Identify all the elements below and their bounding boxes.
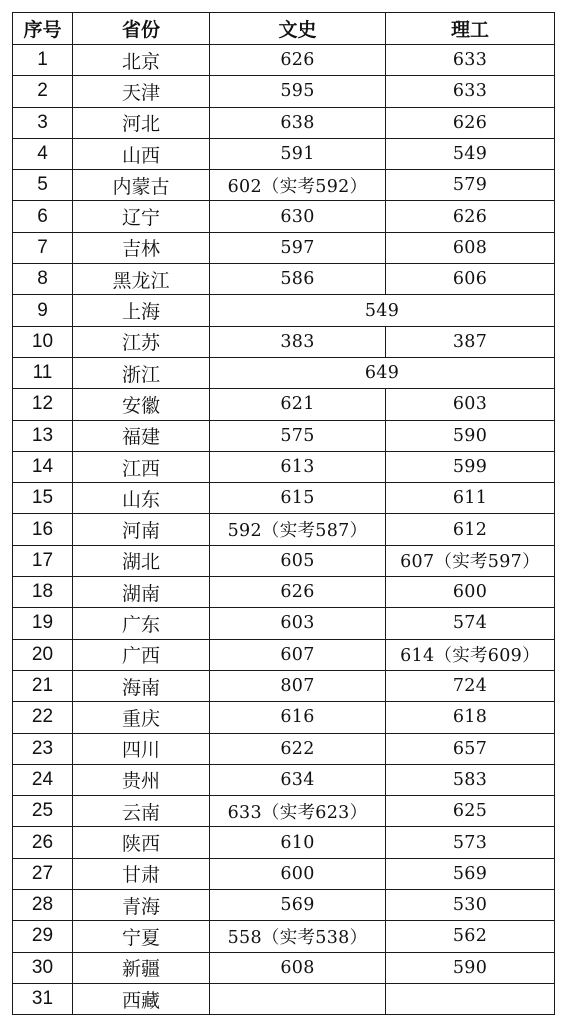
province-cell: 广西 xyxy=(73,639,210,670)
table-row xyxy=(13,107,555,138)
wenshi-score-cell: 616 xyxy=(210,702,386,733)
row-index-cell: 30 xyxy=(13,952,73,983)
province-cell: 浙江 xyxy=(73,357,210,388)
ligong-score-cell: 614（实考609） xyxy=(386,639,555,670)
ligong-score-cell: 562 xyxy=(386,921,555,952)
row-index-cell: 4 xyxy=(13,138,73,169)
row-index-cell: 24 xyxy=(13,764,73,795)
row-index-cell: 15 xyxy=(13,483,73,514)
table-row xyxy=(13,170,555,201)
table-row xyxy=(13,138,555,169)
province-cell: 辽宁 xyxy=(73,201,210,232)
wenshi-score-cell: 592（实考587） xyxy=(210,514,386,545)
ligong-score-cell: 574 xyxy=(386,608,555,639)
province-cell: 江西 xyxy=(73,451,210,482)
table-row xyxy=(13,796,555,827)
ligong-score-cell: 579 xyxy=(386,170,555,201)
wenshi-score-cell: 807 xyxy=(210,670,386,701)
table-row xyxy=(13,545,555,576)
ligong-score-cell: 618 xyxy=(386,702,555,733)
ligong-score-cell: 600 xyxy=(386,577,555,608)
wenshi-score-cell: 575 xyxy=(210,420,386,451)
province-cell: 广东 xyxy=(73,608,210,639)
table-row xyxy=(13,921,555,952)
province-cell: 山西 xyxy=(73,138,210,169)
row-index-cell: 2 xyxy=(13,76,73,107)
table-row xyxy=(13,858,555,889)
column-header-ligong: 理工 xyxy=(386,13,555,45)
row-index-cell: 29 xyxy=(13,921,73,952)
row-index-cell: 14 xyxy=(13,451,73,482)
province-cell: 青海 xyxy=(73,890,210,921)
row-index-cell: 26 xyxy=(13,827,73,858)
province-cell: 海南 xyxy=(73,670,210,701)
table-row xyxy=(13,733,555,764)
province-cell: 吉林 xyxy=(73,232,210,263)
ligong-score-cell: 606 xyxy=(386,264,555,295)
wenshi-score-cell: 597 xyxy=(210,232,386,263)
table-row xyxy=(13,514,555,545)
wenshi-score-cell: 383 xyxy=(210,326,386,357)
wenshi-score-cell: 633（实考623） xyxy=(210,796,386,827)
wenshi-score-cell: 602（实考592） xyxy=(210,170,386,201)
wenshi-score-cell: 626 xyxy=(210,577,386,608)
ligong-score-cell: 608 xyxy=(386,232,555,263)
table-row xyxy=(13,326,555,357)
table-row xyxy=(13,702,555,733)
row-index-cell: 19 xyxy=(13,608,73,639)
table-row xyxy=(13,483,555,514)
province-cell: 陕西 xyxy=(73,827,210,858)
wenshi-score-cell: 595 xyxy=(210,76,386,107)
wenshi-score-cell: 600 xyxy=(210,858,386,889)
ligong-score-cell: 530 xyxy=(386,890,555,921)
row-index-cell: 17 xyxy=(13,545,73,576)
table-row xyxy=(13,608,555,639)
table-row xyxy=(13,639,555,670)
row-index-cell: 18 xyxy=(13,577,73,608)
row-index-cell: 11 xyxy=(13,357,73,388)
wenshi-score-cell: 615 xyxy=(210,483,386,514)
wenshi-score-cell: 638 xyxy=(210,107,386,138)
province-cell: 福建 xyxy=(73,420,210,451)
row-index-cell: 28 xyxy=(13,890,73,921)
wenshi-score-cell: 634 xyxy=(210,764,386,795)
province-cell: 北京 xyxy=(73,45,210,76)
table-row xyxy=(13,983,555,1014)
wenshi-score-cell: 613 xyxy=(210,451,386,482)
province-cell: 云南 xyxy=(73,796,210,827)
table-row xyxy=(13,76,555,107)
table-row xyxy=(13,451,555,482)
table-row xyxy=(13,952,555,983)
province-cell: 宁夏 xyxy=(73,921,210,952)
ligong-score-cell: 633 xyxy=(386,45,555,76)
province-cell: 天津 xyxy=(73,76,210,107)
combined-score-cell: 549 xyxy=(210,295,555,326)
wenshi-score-cell: 630 xyxy=(210,201,386,232)
table-row xyxy=(13,577,555,608)
column-header-wenshi: 文史 xyxy=(210,13,386,45)
ligong-score-cell: 626 xyxy=(386,201,555,232)
province-cell: 上海 xyxy=(73,295,210,326)
wenshi-score-cell: 607 xyxy=(210,639,386,670)
row-index-cell: 31 xyxy=(13,983,73,1014)
ligong-score-cell: 603 xyxy=(386,389,555,420)
wenshi-score-cell: 586 xyxy=(210,264,386,295)
province-cell: 山东 xyxy=(73,483,210,514)
table-row xyxy=(13,45,555,76)
ligong-score-cell: 573 xyxy=(386,827,555,858)
wenshi-score-cell xyxy=(210,983,386,1014)
wenshi-score-cell: 603 xyxy=(210,608,386,639)
score-table-sheet xyxy=(12,12,554,1015)
province-cell: 贵州 xyxy=(73,764,210,795)
row-index-cell: 6 xyxy=(13,201,73,232)
ligong-score-cell: 611 xyxy=(386,483,555,514)
row-index-cell: 20 xyxy=(13,639,73,670)
table-row xyxy=(13,389,555,420)
ligong-score-cell: 633 xyxy=(386,76,555,107)
table-row xyxy=(13,890,555,921)
row-index-cell: 27 xyxy=(13,858,73,889)
ligong-score-cell: 569 xyxy=(386,858,555,889)
wenshi-score-cell: 622 xyxy=(210,733,386,764)
ligong-score-cell: 599 xyxy=(386,451,555,482)
wenshi-score-cell: 626 xyxy=(210,45,386,76)
ligong-score-cell: 626 xyxy=(386,107,555,138)
row-index-cell: 12 xyxy=(13,389,73,420)
province-cell: 河北 xyxy=(73,107,210,138)
table-row xyxy=(13,827,555,858)
wenshi-score-cell: 610 xyxy=(210,827,386,858)
wenshi-score-cell: 621 xyxy=(210,389,386,420)
province-cell: 江苏 xyxy=(73,326,210,357)
row-index-cell: 3 xyxy=(13,107,73,138)
wenshi-score-cell: 569 xyxy=(210,890,386,921)
ligong-score-cell: 724 xyxy=(386,670,555,701)
ligong-score-cell: 657 xyxy=(386,733,555,764)
combined-score-cell: 649 xyxy=(210,357,555,388)
ligong-score-cell: 607（实考597） xyxy=(386,545,555,576)
row-index-cell: 13 xyxy=(13,420,73,451)
ligong-score-cell: 387 xyxy=(386,326,555,357)
wenshi-score-cell: 558（实考538） xyxy=(210,921,386,952)
column-header-province: 省份 xyxy=(73,13,210,45)
header-row xyxy=(13,13,555,45)
row-index-cell: 8 xyxy=(13,264,73,295)
province-cell: 黑龙江 xyxy=(73,264,210,295)
ligong-score-cell: 590 xyxy=(386,420,555,451)
row-index-cell: 1 xyxy=(13,45,73,76)
row-index-cell: 7 xyxy=(13,232,73,263)
row-index-cell: 9 xyxy=(13,295,73,326)
ligong-score-cell: 625 xyxy=(386,796,555,827)
province-cell: 四川 xyxy=(73,733,210,764)
score-table xyxy=(12,12,555,1015)
wenshi-score-cell: 608 xyxy=(210,952,386,983)
province-cell: 河南 xyxy=(73,514,210,545)
table-row xyxy=(13,232,555,263)
province-cell: 西藏 xyxy=(73,983,210,1014)
province-cell: 内蒙古 xyxy=(73,170,210,201)
table-row xyxy=(13,295,555,326)
row-index-cell: 22 xyxy=(13,702,73,733)
column-header-index: 序号 xyxy=(13,13,73,45)
table-row xyxy=(13,201,555,232)
table-row xyxy=(13,264,555,295)
row-index-cell: 25 xyxy=(13,796,73,827)
row-index-cell: 21 xyxy=(13,670,73,701)
province-cell: 湖北 xyxy=(73,545,210,576)
row-index-cell: 10 xyxy=(13,326,73,357)
province-cell: 湖南 xyxy=(73,577,210,608)
province-cell: 甘肃 xyxy=(73,858,210,889)
province-cell: 安徽 xyxy=(73,389,210,420)
table-row xyxy=(13,670,555,701)
ligong-score-cell: 583 xyxy=(386,764,555,795)
table-row xyxy=(13,420,555,451)
ligong-score-cell: 590 xyxy=(386,952,555,983)
province-cell: 重庆 xyxy=(73,702,210,733)
row-index-cell: 16 xyxy=(13,514,73,545)
ligong-score-cell xyxy=(386,983,555,1014)
row-index-cell: 23 xyxy=(13,733,73,764)
table-row xyxy=(13,357,555,388)
wenshi-score-cell: 591 xyxy=(210,138,386,169)
row-index-cell: 5 xyxy=(13,170,73,201)
table-row xyxy=(13,764,555,795)
wenshi-score-cell: 605 xyxy=(210,545,386,576)
ligong-score-cell: 549 xyxy=(386,138,555,169)
ligong-score-cell: 612 xyxy=(386,514,555,545)
province-cell: 新疆 xyxy=(73,952,210,983)
